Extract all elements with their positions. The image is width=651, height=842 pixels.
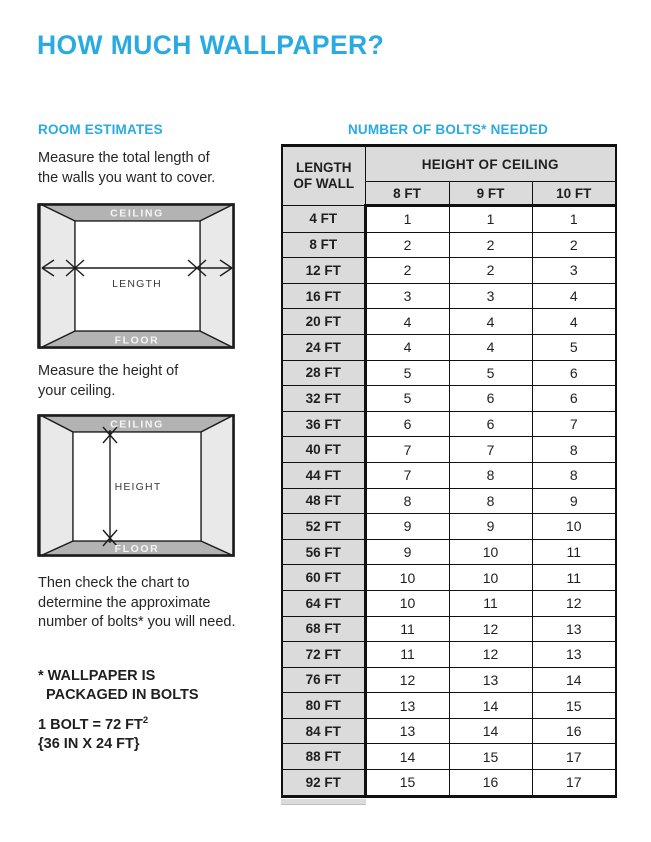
table-footer-notch bbox=[281, 799, 366, 805]
bolt-count-cell: 10 bbox=[365, 565, 449, 591]
bolt-count-cell: 6 bbox=[532, 386, 616, 412]
floor-label: FLOOR bbox=[114, 334, 160, 347]
wall-length-cell: 20 FT bbox=[282, 309, 365, 335]
bolt-count-cell: 2 bbox=[365, 232, 449, 258]
bolt-count-cell: 4 bbox=[449, 334, 532, 360]
bolt-count-cell: 15 bbox=[532, 693, 616, 719]
bolt-count-cell: 16 bbox=[532, 718, 616, 744]
bolt-count-cell: 4 bbox=[365, 334, 449, 360]
table-row bbox=[282, 642, 616, 668]
table-row bbox=[282, 514, 616, 540]
bolt-count-cell: 9 bbox=[365, 514, 449, 540]
bolt-count-cell: 4 bbox=[532, 309, 616, 335]
bolt-count-cell: 10 bbox=[365, 590, 449, 616]
text-line: * WALLPAPER IS bbox=[38, 668, 156, 684]
floor-label: FLOOR bbox=[114, 543, 160, 555]
height-label: HEIGHT bbox=[114, 481, 162, 493]
bolt-count-cell: 14 bbox=[532, 667, 616, 693]
bolt-count-cell: 2 bbox=[532, 232, 616, 258]
bolt-count-cell: 11 bbox=[449, 590, 532, 616]
bolt-equation-text: 1 BOLT = 72 FT bbox=[38, 716, 143, 733]
bolt-count-cell: 11 bbox=[532, 539, 616, 565]
bolt-count-cell: 6 bbox=[449, 386, 532, 412]
table-row bbox=[282, 309, 616, 335]
bolt-count-cell: 13 bbox=[532, 616, 616, 642]
bolt-count-cell: 4 bbox=[449, 309, 532, 335]
wall-length-cell: 36 FT bbox=[282, 411, 365, 437]
bolt-count-cell: 13 bbox=[449, 667, 532, 693]
table-row bbox=[282, 206, 616, 233]
table-row bbox=[282, 565, 616, 591]
length-label: LENGTH bbox=[112, 278, 162, 290]
table-row bbox=[282, 360, 616, 386]
bolt-count-cell: 10 bbox=[532, 514, 616, 540]
bolt-count-cell: 3 bbox=[365, 283, 449, 309]
wall-length-cell: 8 FT bbox=[282, 232, 365, 258]
table-row bbox=[282, 744, 616, 770]
room-estimates-heading: ROOM ESTIMATES bbox=[38, 122, 163, 137]
table-row bbox=[282, 718, 616, 744]
wall-length-cell: 44 FT bbox=[282, 462, 365, 488]
length-of-wall-header bbox=[282, 146, 365, 206]
table-row bbox=[282, 283, 616, 309]
text-line: determine the approximate bbox=[38, 594, 211, 611]
wall-length-cell: 40 FT bbox=[282, 437, 365, 463]
wall-length-cell: 28 FT bbox=[282, 360, 365, 386]
header-line: OF WALL bbox=[293, 176, 355, 191]
bolt-count-cell: 8 bbox=[532, 437, 616, 463]
bolt-size-definition bbox=[38, 711, 148, 755]
table-row bbox=[282, 770, 616, 797]
wall-length-cell: 88 FT bbox=[282, 744, 365, 770]
bolt-count-cell: 12 bbox=[449, 642, 532, 668]
bolt-count-cell: 10 bbox=[449, 565, 532, 591]
wall-length-cell: 60 FT bbox=[282, 565, 365, 591]
bolt-count-cell: 15 bbox=[365, 770, 449, 797]
table-row bbox=[282, 539, 616, 565]
bolt-count-cell: 13 bbox=[365, 718, 449, 744]
bolt-count-cell: 16 bbox=[449, 770, 532, 797]
text-line: PACKAGED IN BOLTS bbox=[46, 687, 199, 703]
bolt-count-cell: 14 bbox=[365, 744, 449, 770]
bolt-area-line bbox=[38, 711, 148, 735]
text-line: Measure the total length of bbox=[38, 150, 210, 166]
header-line: LENGTH bbox=[296, 159, 352, 175]
bolt-count-cell: 2 bbox=[365, 258, 449, 284]
bolt-count-cell: 7 bbox=[449, 437, 532, 463]
wall-length-cell: 76 FT bbox=[282, 667, 365, 693]
bolt-count-cell: 13 bbox=[365, 693, 449, 719]
bolt-count-cell: 17 bbox=[532, 744, 616, 770]
table-row bbox=[282, 334, 616, 360]
wall-length-cell: 80 FT bbox=[282, 693, 365, 719]
bolt-count-cell: 15 bbox=[449, 744, 532, 770]
bolt-count-cell: 3 bbox=[449, 283, 532, 309]
wall-length-cell: 48 FT bbox=[282, 488, 365, 514]
bolt-count-cell: 5 bbox=[365, 360, 449, 386]
text-line: Measure the height of bbox=[38, 363, 179, 379]
bolt-count-cell: 1 bbox=[365, 206, 449, 233]
bolt-count-cell: 12 bbox=[365, 667, 449, 693]
page-title: HOW MUCH WALLPAPER? bbox=[37, 30, 385, 60]
table-row bbox=[282, 693, 616, 719]
table-row bbox=[282, 667, 616, 693]
bolt-count-cell: 5 bbox=[449, 360, 532, 386]
bolt-count-cell: 14 bbox=[449, 693, 532, 719]
room-length-diagram bbox=[37, 203, 235, 349]
wall-length-cell: 84 FT bbox=[282, 718, 365, 744]
height-instruction-text bbox=[38, 362, 178, 401]
bolt-count-cell: 11 bbox=[532, 565, 616, 591]
left-wall-surface bbox=[40, 415, 73, 556]
table-row bbox=[282, 437, 616, 463]
wall-length-cell: 4 FT bbox=[282, 206, 365, 233]
ceiling-label: CEILING bbox=[110, 207, 164, 220]
wall-length-cell: 32 FT bbox=[282, 386, 365, 412]
bolt-count-cell: 9 bbox=[365, 539, 449, 565]
text-line: number of bolts* you will need. bbox=[38, 614, 236, 630]
bolt-count-cell: 7 bbox=[532, 411, 616, 437]
bolt-count-cell: 6 bbox=[365, 411, 449, 437]
bolt-count-cell: 5 bbox=[532, 334, 616, 360]
bolt-count-cell: 11 bbox=[365, 642, 449, 668]
bolt-count-cell: 13 bbox=[532, 642, 616, 668]
bolts-needed-table bbox=[281, 144, 617, 798]
bolt-count-cell: 3 bbox=[532, 258, 616, 284]
bolt-count-cell: 6 bbox=[449, 411, 532, 437]
wall-length-cell: 52 FT bbox=[282, 514, 365, 540]
right-wall-surface bbox=[201, 415, 234, 556]
back-wall-surface bbox=[75, 221, 200, 331]
ceiling-9ft-header: 9 FT bbox=[449, 182, 532, 206]
left-wall-surface bbox=[40, 204, 75, 348]
table-row bbox=[282, 386, 616, 412]
bolt-count-cell: 1 bbox=[532, 206, 616, 233]
bolt-count-cell: 12 bbox=[532, 590, 616, 616]
ceiling-8ft-header: 8 FT bbox=[365, 182, 449, 206]
bolt-count-cell: 6 bbox=[532, 360, 616, 386]
text-line: your ceiling. bbox=[38, 382, 116, 399]
table-row bbox=[282, 462, 616, 488]
bolt-count-cell: 10 bbox=[449, 539, 532, 565]
bolt-count-cell: 4 bbox=[532, 283, 616, 309]
bolt-count-cell: 17 bbox=[532, 770, 616, 797]
wall-length-cell: 72 FT bbox=[282, 642, 365, 668]
table-row bbox=[282, 488, 616, 514]
table-header-row bbox=[282, 146, 616, 182]
wallpaper-bolts-footnote bbox=[38, 667, 199, 705]
bolt-count-cell: 8 bbox=[449, 488, 532, 514]
bolt-count-cell: 2 bbox=[449, 258, 532, 284]
bolt-count-cell: 7 bbox=[365, 462, 449, 488]
bolt-count-cell: 1 bbox=[449, 206, 532, 233]
wall-length-cell: 68 FT bbox=[282, 616, 365, 642]
chart-instruction-text bbox=[38, 574, 235, 633]
bolt-count-cell: 7 bbox=[365, 437, 449, 463]
text-line: the walls you want to cover. bbox=[38, 169, 216, 186]
bolt-count-cell: 8 bbox=[449, 462, 532, 488]
bolt-count-cell: 9 bbox=[449, 514, 532, 540]
table-row bbox=[282, 232, 616, 258]
bolt-count-cell: 14 bbox=[449, 718, 532, 744]
text-line: Then check the chart to bbox=[38, 575, 190, 591]
length-instruction-text bbox=[38, 149, 215, 188]
bolt-dimensions-text: {36 IN X 24 FT} bbox=[38, 736, 140, 753]
bolt-count-cell: 8 bbox=[532, 462, 616, 488]
ceiling-label: CEILING bbox=[110, 418, 164, 431]
table-row bbox=[282, 258, 616, 284]
wall-length-cell: 12 FT bbox=[282, 258, 365, 284]
bolt-count-cell: 9 bbox=[532, 488, 616, 514]
bolt-count-cell: 12 bbox=[449, 616, 532, 642]
height-of-ceiling-header: HEIGHT OF CEILING bbox=[365, 146, 616, 182]
squared-superscript: 2 bbox=[142, 715, 149, 726]
bolt-count-cell: 4 bbox=[365, 309, 449, 335]
wall-length-cell: 16 FT bbox=[282, 283, 365, 309]
wall-length-cell: 24 FT bbox=[282, 334, 365, 360]
table-row bbox=[282, 616, 616, 642]
room-height-diagram bbox=[37, 414, 235, 557]
bolt-count-cell: 8 bbox=[365, 488, 449, 514]
table-row bbox=[282, 411, 616, 437]
ceiling-10ft-header: 10 FT bbox=[532, 182, 616, 206]
bolt-count-cell: 2 bbox=[449, 232, 532, 258]
bolts-needed-heading: NUMBER OF BOLTS* NEEDED bbox=[347, 122, 549, 137]
table-row bbox=[282, 590, 616, 616]
wall-length-cell: 92 FT bbox=[282, 770, 365, 797]
bolt-count-cell: 5 bbox=[365, 386, 449, 412]
bolt-count-cell: 11 bbox=[365, 616, 449, 642]
wall-length-cell: 64 FT bbox=[282, 590, 365, 616]
wall-length-cell: 56 FT bbox=[282, 539, 365, 565]
